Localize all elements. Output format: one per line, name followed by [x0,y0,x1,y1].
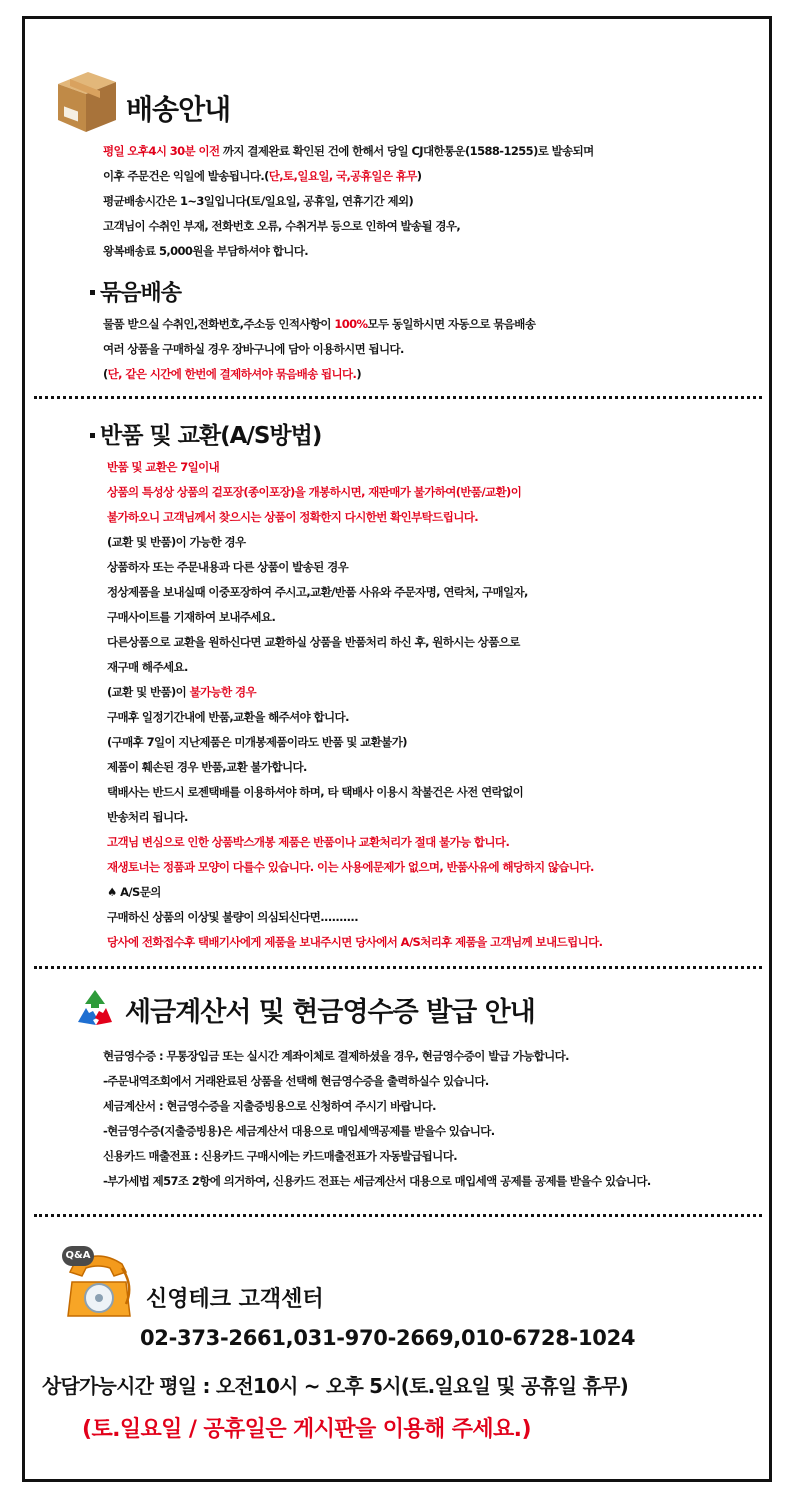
returns-line-2: 상품의 특성상 상품의 겉포장(종이포장)을 개봉하시면, 재판매가 불가하여(반품/교환)이 [107,485,522,499]
returns-bullet [90,433,95,438]
returns-line-11: 구매후 일정기간내에 반품,교환을 해주셔야 합니다. [107,710,349,724]
returns-line-13: 제품이 훼손된 경우 반품,교환 불가합니다. [107,760,307,774]
returns-line-17: 재생토너는 정품과 모양이 다를수 있습니다. 이는 사용에문제가 없으며, 반품사유에 해당하지 않습니다. [107,860,594,874]
shipping-line-1 [103,143,594,159]
returns-title: 반품 및 교환(A/S방법) [100,423,322,449]
spade-icon: ♠ [107,885,117,899]
qa-badge [62,1246,94,1266]
shipping-line-3: 평균배송시간은 1~3일입니다(토/일요일, 공휴일, 연휴기간 제외) [103,194,414,208]
bundle-line-3 [103,366,361,382]
returns-line-12: (구매후 7일이 지난제품은 미개봉제품이라도 반품 및 교환불가) [107,735,407,749]
tax-line-2: -주문내역조회에서 거래완료된 상품을 선택해 현금영수증을 출력하실수 있습니다. [103,1074,489,1088]
bundle-line-1 [103,316,535,332]
shipping-line-5: 왕복배송료 5,000원을 부담하셔야 합니다. [103,244,308,258]
tax-line-5: 신용카드 매출전표 : 신용카드 구매시에는 카드매출전표가 자동발급됩니다. [103,1149,457,1163]
shipping-holiday-note: 단,토,일요일, 국,공휴일은 휴무 [268,169,417,183]
bundle-percent: 100% [334,317,368,331]
shipping-line-4: 고객님이 수취인 부재, 전화번호 오류, 수취거부 등으로 인하여 발송될 경우, [103,219,461,233]
bundle-title: 묶음배송 [100,281,182,306]
as-inquiry-label: A/S문의 [116,885,161,899]
returns-line-8: 다른상품으로 교환을 원하신다면 교환하실 상품을 반품처리 하신 후, 원하시는 상품으로 [107,635,520,649]
returns-line-3: 불가하오니 고객님께서 찾으시는 상품이 정확한지 다시한번 확인부탁드립니다. [107,510,478,524]
returns-line-19: 구매하신 상품의 이상및 불량이 의심되신다면.......... [107,910,358,924]
bundle-line-1-rest: 모두 동일하시면 자동으로 묶음배송 [367,317,536,331]
qa-badge-label: Q&A [65,1250,91,1261]
returns-line-15: 반송처리 됩니다. [107,810,188,824]
returns-line-10-text: (교환 및 반품)이 [107,685,190,699]
shipping-line-1-text: 까지 결제완료 확인된 건에 한해서 당일 CJ대한통운(1588-1255)로 발송되며 [219,144,594,158]
returns-line-1: 반품 및 교환은 7일이내 [107,460,220,474]
bundle-bullet [90,290,95,295]
shipping-line-2 [103,168,421,184]
returns-line-5: 상품하자 또는 주문내용과 다른 상품이 발송된 경우 [107,560,349,574]
returns-line-4: (교환 및 반품)이 가능한 경우 [107,535,246,549]
bundle-same-time-note: 단, 같은 시간에 한번에 결제하셔야 묶음배송 됩니다. [107,367,357,381]
returns-line-7: 구매사이트를 기재하여 보내주세요. [107,610,276,624]
tax-title: 세금계산서 및 현금영수증 발급 안내 [125,997,535,1028]
weekend-board-notice: (토.일요일 / 공휴일은 게시판을 이용해 주세요.) [82,1417,531,1442]
shipping-line-2-text: 이후 주문건은 익일에 발송됩니다.( [103,169,269,183]
bundle-line-1-text: 물품 받으실 수취인,전화번호,주소등 인적사항이 [103,317,335,331]
support-phone-numbers: 02-373-2661,031-970-2669,010-6728-1024 [140,1326,636,1350]
tax-line-3: 세금계산서 : 현금영수증을 지출증빙용으로 신청하여 주시기 바랍니다. [103,1099,436,1113]
bundle-line-3-open: ( [103,367,108,381]
support-hours: 상담가능시간 평일 : 오전10시 ~ 오후 5시(토.일요일 및 공휴일 휴무) [42,1374,628,1398]
bundle-line-3-close: ) [356,367,361,381]
box-icon [52,64,120,136]
returns-line-18 [107,884,161,900]
returns-not-allowed: 불가능한 경우 [189,685,257,699]
section-divider [34,966,762,969]
support-center-title: 신영테크 고객센터 [146,1287,324,1312]
section-divider [34,396,762,399]
shipping-line-2-close: ) [416,169,422,183]
returns-line-10 [107,684,256,700]
recycle-icon [72,986,118,1032]
shipping-cutoff-time: 평일 오후4시 30분 이전 [103,144,220,158]
shipping-title: 배송안내 [126,93,231,126]
returns-line-6: 정상제품을 보내실때 이중포장하여 주시고,교환/반품 사유와 주문자명, 연락처, 구매일자, [107,585,528,599]
returns-line-14: 택배사는 반드시 로젠택배를 이용하셔야 하며, 타 택배사 이용시 착불건은 사전 연락없이 [107,785,524,799]
returns-line-20: 당사에 전화접수후 택배기사에게 제품을 보내주시면 당사에서 A/S처리후 제품을 고객님께 보내드립니다. [107,935,603,949]
tax-line-4: -현금영수증(지출증빙용)은 세금계산서 대용으로 매입세액공제를 받을수 있습니다. [103,1124,495,1138]
returns-line-16: 고객님 변심으로 인한 상품박스개봉 제품은 반품이나 교환처리가 절대 불가능 합니다. [107,835,510,849]
returns-line-9: 재구매 해주세요. [107,660,188,674]
tax-line-1: 현금영수증 : 무통장입금 또는 실시간 계좌이체로 결제하셨을 경우, 현금영수증이 발급 가능합니다. [103,1049,569,1063]
bundle-line-2: 여러 상품을 구매하실 경우 장바구니에 담아 이용하시면 됩니다. [103,342,404,356]
section-divider [34,1214,762,1217]
tax-line-6: -부가세법 제57조 2항에 의거하여, 신용카드 전표는 세금계산서 대용으로 매입세액 공제를 공제를 받을수 있습니다. [103,1174,651,1188]
